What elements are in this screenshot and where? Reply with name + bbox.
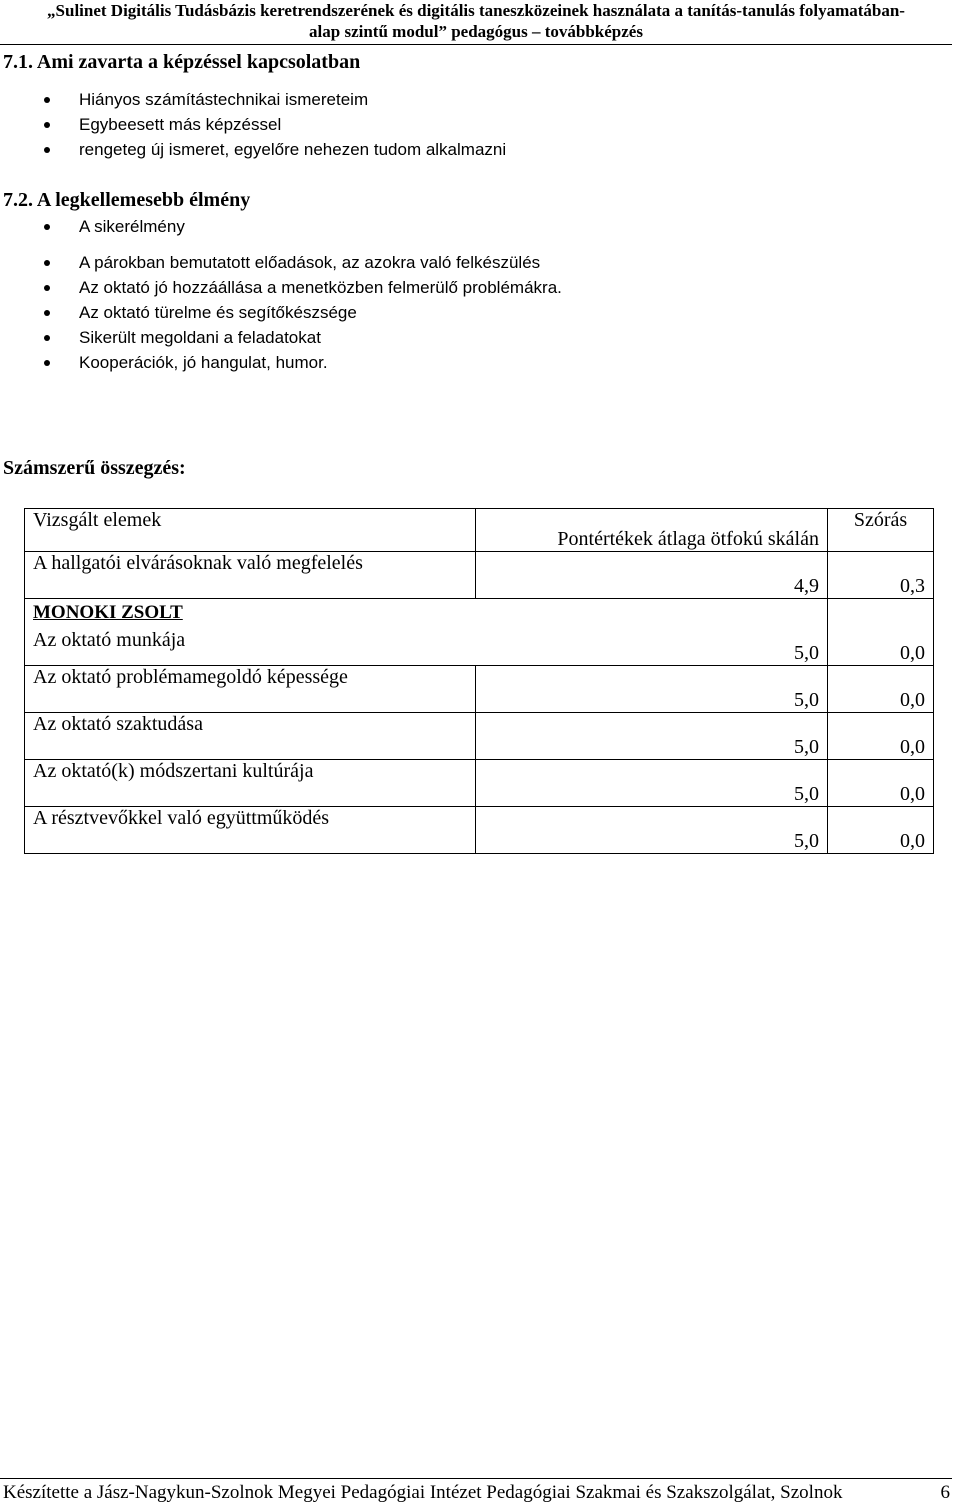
bullet-icon	[44, 97, 50, 103]
section-7-1-list	[0, 87, 506, 162]
row-label: A résztvevőkkel való együttműködés	[25, 807, 476, 854]
list-item: Az oktató türelme és segítőkészsége	[0, 300, 562, 325]
row-mean: 4,9	[476, 552, 828, 599]
list-item: Egybeesett más képzéssel	[0, 112, 506, 137]
instructor-row	[25, 599, 934, 666]
list-item: Hiányos számítástechnikai ismereteim	[0, 87, 506, 112]
row-label: A hallgatói elvárásoknak való megfelelés	[25, 552, 476, 599]
row-mean: 5,0	[476, 760, 828, 807]
row-sd: 0,0	[828, 666, 934, 713]
instructor-name: MONOKI ZSOLT	[33, 602, 183, 623]
row-label: Az oktató munkája	[33, 629, 186, 651]
list-item: A párokban bemutatott előadások, az azokra való felkészülés	[0, 250, 562, 275]
header-elements: Vizsgált elemek	[25, 509, 476, 552]
bullet-icon	[44, 285, 50, 291]
bullet-icon	[44, 335, 50, 341]
page-footer	[0, 1478, 952, 1503]
row-mean: 5,0	[476, 713, 828, 760]
table-row	[25, 713, 934, 760]
footer-text: Készítette a Jász-Nagykun-Szolnok Megyei Pedagógiai Intézet Pedagógiai Szakmai és Szakszolgálat, Szolnok	[3, 1482, 843, 1503]
list-item: rengeteg új ismeret, egyelőre nehezen tudom alkalmazni	[0, 137, 506, 162]
section-7-1-title: 7.1. Ami zavarta a képzéssel kapcsolatban	[3, 51, 361, 73]
row-sd: 0,0	[828, 599, 934, 666]
bullet-icon	[44, 360, 50, 366]
summary-title: Számszerű összegzés:	[3, 457, 186, 479]
row-mean: 5,0	[476, 807, 828, 854]
page-header	[0, 0, 952, 45]
bullet-icon	[44, 147, 50, 153]
row-sd: 0,3	[828, 552, 934, 599]
row-sd: 0,0	[828, 760, 934, 807]
row-mean: 5,0	[476, 599, 828, 666]
row-label: Az oktató problémamegoldó képessége	[25, 666, 476, 713]
section-7-2-list-b	[0, 250, 562, 375]
list-item: Az oktató jó hozzáállása a menetközben felmerülő problémákra.	[0, 275, 562, 300]
row-sd: 0,0	[828, 807, 934, 854]
row-label: Az oktató szaktudása	[25, 713, 476, 760]
row-mean: 5,0	[476, 666, 828, 713]
header-mean: Pontértékek átlaga ötfokú skálán	[476, 509, 828, 552]
table-row	[25, 666, 934, 713]
bullet-icon	[44, 224, 50, 230]
list-item: Kooperációk, jó hangulat, humor.	[0, 350, 562, 375]
table-header-row	[25, 509, 934, 552]
list-item: A sikerélmény	[0, 214, 185, 239]
table-row	[25, 552, 934, 599]
table-row	[25, 807, 934, 854]
header-sd: Szórás	[828, 509, 934, 552]
row-label: Az oktató(k) módszertani kultúrája	[25, 760, 476, 807]
page-number: 6	[940, 1482, 950, 1503]
results-table	[24, 508, 934, 854]
table-row	[25, 760, 934, 807]
bullet-icon	[44, 260, 50, 266]
instructor-cell	[25, 599, 476, 666]
bullet-icon	[44, 122, 50, 128]
section-7-2-title: 7.2. A legkellemesebb élmény	[3, 189, 251, 211]
section-7-2-list-a	[0, 214, 185, 239]
bullet-icon	[44, 310, 50, 316]
header-line-2: alap szintű modul” pedagógus – továbbképzés	[309, 22, 643, 41]
header-line-1: „Sulinet Digitális Tudásbázis keretrendszerének és digitális taneszközeinek használata a tanítás-tanulás folyamatában-	[47, 1, 905, 20]
list-item: Sikerült megoldani a feladatokat	[0, 325, 562, 350]
row-sd: 0,0	[828, 713, 934, 760]
